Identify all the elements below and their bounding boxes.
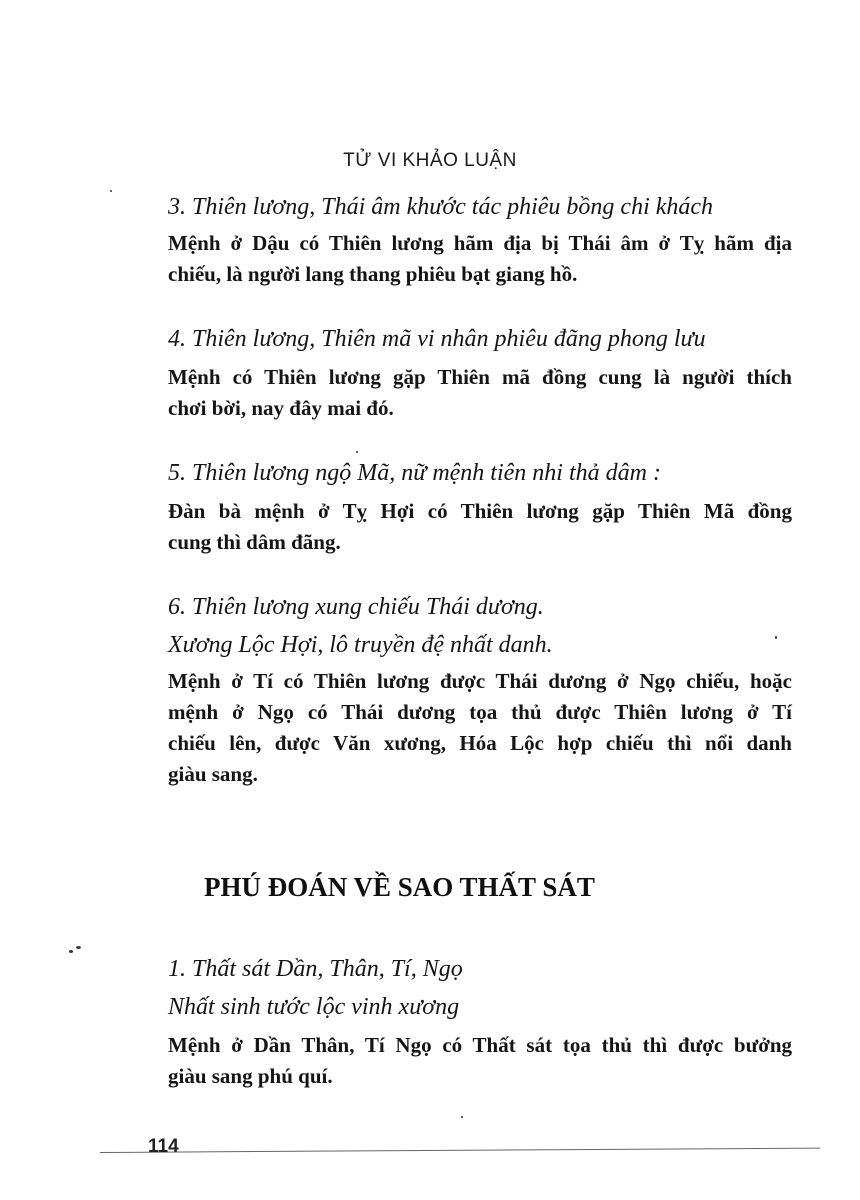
body-line: mệnh ở Ngọ có Thái dương tọa thủ được Thiên lương ở Tí: [168, 700, 792, 724]
body-line: Đàn bà mệnh ở Tỵ Hợi có Thiên lương gặp Thiên Mã đồng: [168, 499, 792, 523]
chapter-section-subheading-1: Nhất sinh tước lộc vinh xương: [168, 994, 460, 1020]
body-line: chơi bời, nay đây mai đó.: [168, 396, 394, 420]
page-number: 114: [148, 1136, 179, 1157]
section-heading-5: 5. Thiên lương ngộ Mã, nữ mệnh tiên nhi thả dâm :: [168, 460, 661, 486]
body-line: chiếu, là người lang thang phiêu bạt giang hồ.: [168, 262, 578, 286]
section-subheading-6: Xương Lộc Hợi, lô truyền đệ nhất danh.: [168, 632, 553, 658]
section-heading-4: 4. Thiên lương, Thiên mã vi nhân phiêu đãng phong lưu: [168, 326, 706, 352]
section-heading-6: 6. Thiên lương xung chiếu Thái dương.: [168, 594, 544, 620]
section-heading-3: 3. Thiên lương, Thái âm khước tác phiêu bồng chi khách: [168, 194, 714, 220]
section-body-4: [168, 362, 792, 424]
scan-speck: [69, 950, 73, 953]
body-line: Mệnh ở Dần Thân, Tí Ngọ có Thất sát tọa thủ thì được bưởng: [168, 1033, 792, 1057]
footer-rule: [100, 1148, 820, 1153]
body-line: giàu sang phú quí.: [168, 1064, 333, 1088]
body-line: Mệnh ở Dậu có Thiên lương hãm địa bị Thái âm ở Tỵ hãm địa: [168, 231, 792, 255]
section-body-5: [168, 496, 792, 558]
body-line: Mệnh ở Tí có Thiên lương được Thái dương ở Ngọ chiếu, hoặc: [168, 669, 792, 693]
body-line: chiếu lên, được Văn xương, Hóa Lộc hợp chiếu thì nổi danh: [168, 731, 792, 755]
body-line: cung thì dâm đãng.: [168, 530, 341, 554]
running-head: TỬ VI KHẢO LUẬN: [343, 150, 517, 171]
chapter-section-body-1: [168, 1030, 792, 1092]
scan-speck: [76, 946, 81, 949]
scan-speck: [110, 190, 112, 192]
body-line: Mệnh có Thiên lương gặp Thiên mã đồng cung là người thích: [168, 365, 792, 389]
scan-speck: [356, 451, 358, 453]
scan-speck: [461, 1116, 463, 1118]
chapter-title: PHÚ ĐOÁN VỀ SAO THẤT SÁT: [204, 872, 595, 902]
body-line: giàu sang.: [168, 762, 258, 786]
section-body-3: [168, 228, 792, 290]
chapter-section-heading-1: 1. Thất sát Dần, Thân, Tí, Ngọ: [168, 956, 463, 982]
scan-speck: [775, 636, 777, 639]
section-body-6: [168, 666, 792, 790]
